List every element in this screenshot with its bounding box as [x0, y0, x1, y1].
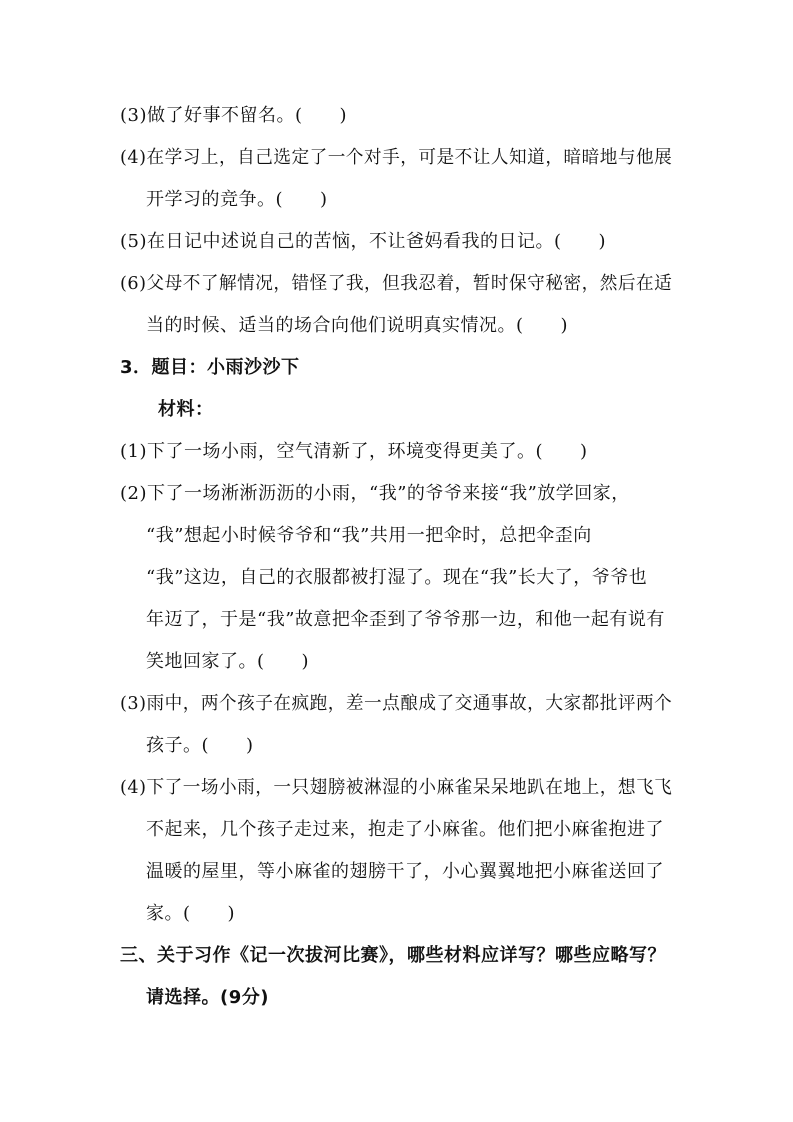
material-1-line: (1)下了一场小雨，空气清新了，环境变得更美了。( ) — [120, 441, 588, 462]
material-3-line-2: 孩子。( ) — [146, 735, 254, 756]
materials-label: 材料： — [158, 399, 214, 420]
material-2-line-2: “我”想起小时候爷爷和“我”共用一把伞时，总把伞歪向 — [146, 525, 592, 546]
material-2-line-4: 年迈了，于是“我”故意把伞歪到了爷爷那一边，和他一起有说有 — [146, 609, 665, 630]
item-4-line-2: 开学习的竞争。( ) — [146, 189, 328, 210]
material-4-line-3: 温暖的屋里，等小麻雀的翅膀干了，小心翼翼地把小麻雀送回了 — [146, 861, 664, 882]
material-2-line-1: (2)下了一场淅淅沥沥的小雨，“我”的爷爷来接“我”放学回家， — [120, 483, 630, 504]
section-3-title-line-1: 三、关于习作《记一次拔河比赛》，哪些材料应详写？哪些应略写？ — [120, 945, 666, 966]
section-3-title-line-2: 请选择。(9分) — [146, 987, 269, 1008]
material-2-line-3: “我”这边，自己的衣服都被打湿了。现在“我”长大了，爷爷也 — [146, 567, 648, 588]
item-6-line-1: (6)父母不了解情况，错怪了我，但我忍着，暂时保守秘密，然后在适 — [120, 273, 673, 294]
question-3-title: 3．题目：小雨沙沙下 — [120, 357, 300, 378]
material-4-line-2: 不起来，几个孩子走过来，抱走了小麻雀。他们把小麻雀抱进了 — [146, 819, 664, 840]
material-3-line-1: (3)雨中，两个孩子在疯跑，差一点酿成了交通事故，大家都批评两个 — [120, 693, 673, 714]
material-2-line-5: 笑地回家了。( ) — [146, 651, 310, 672]
material-4-line-1: (4)下了一场小雨，一只翅膀被淋湿的小麻雀呆呆地趴在地上，想飞飞 — [120, 777, 673, 798]
item-4-line-1: (4)在学习上，自己选定了一个对手，可是不让人知道，暗暗地与他展 — [120, 147, 673, 168]
item-6-line-2: 当的时候、适当的场合向他们说明真实情况。( ) — [146, 315, 569, 336]
item-5-line: (5)在日记中述说自己的苦恼，不让爸妈看我的日记。( ) — [120, 231, 607, 252]
item-3-line: (3)做了好事不留名。( ) — [120, 105, 348, 126]
material-4-line-4: 家。( ) — [146, 903, 236, 924]
